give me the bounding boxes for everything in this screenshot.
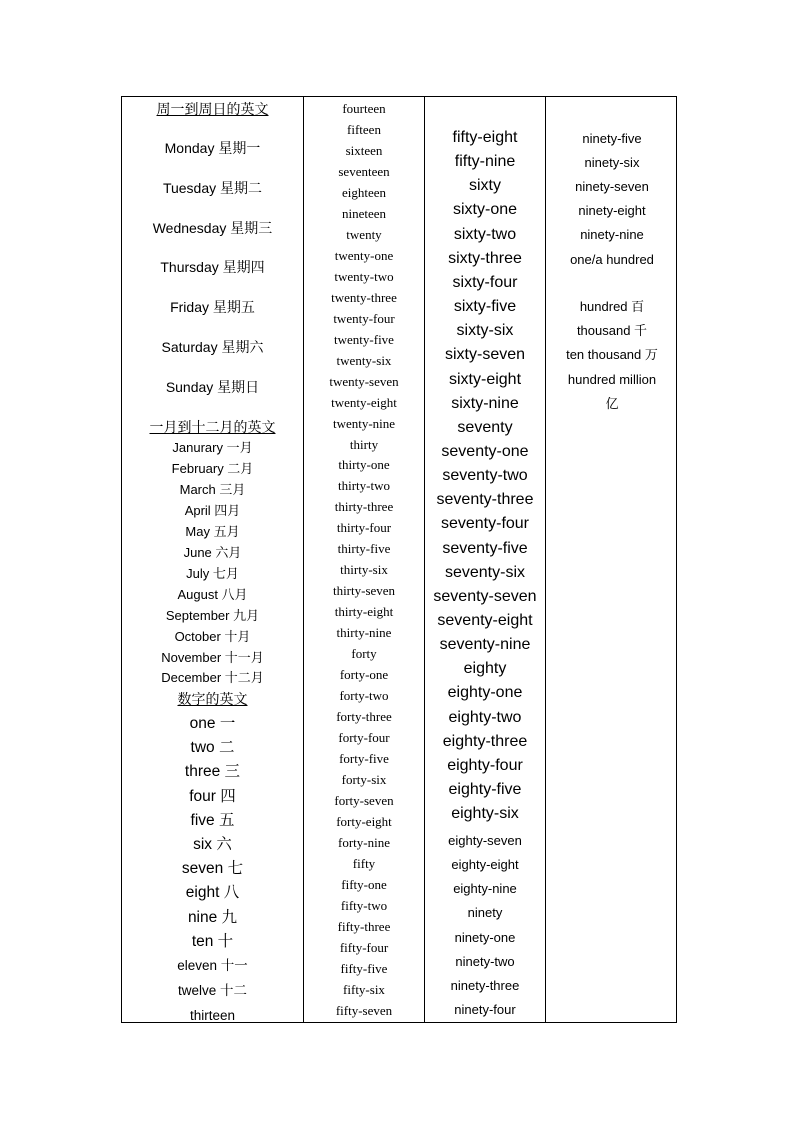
day-item: Thursday 星期四: [160, 259, 265, 276]
heading-numbers: 数字的英文: [177, 691, 248, 707]
day-item: Sunday 星期日: [165, 378, 260, 395]
number-item: eighty-one: [447, 684, 523, 702]
number-item: twenty-nine: [332, 415, 396, 431]
number-item: fourteen: [342, 101, 386, 116]
number-item: forty-one: [339, 667, 389, 683]
number-item: sixteen: [345, 142, 383, 158]
number-item: fifty-five: [340, 960, 388, 976]
number-item: seventy-eight: [437, 612, 533, 629]
number-item: twenty-five: [334, 331, 394, 347]
number-item: forty-two: [339, 688, 389, 704]
number-item: eighteen: [341, 184, 387, 200]
number-item: eleven 十一: [177, 958, 248, 973]
number-item: forty: [351, 646, 377, 662]
number-item: five 五: [190, 811, 235, 829]
month-item: Janurary 一月: [172, 440, 253, 455]
number-item: sixty: [469, 177, 501, 195]
number-item: eighty-four: [447, 756, 523, 774]
month-item: March 三月: [179, 481, 246, 497]
day-item: Friday 星期五: [170, 299, 255, 316]
number-item: ninety-four: [454, 1002, 516, 1018]
number-item: thirty: [349, 436, 379, 452]
month-item: February 二月: [171, 460, 254, 476]
column-days-months-numbers: [122, 97, 303, 1022]
month-item: May 五月: [185, 523, 240, 539]
number-item: twenty-four: [333, 310, 395, 326]
number-item: sixty-three: [448, 249, 522, 267]
month-item: October 十月: [174, 628, 251, 644]
number-item: ninety-nine: [580, 227, 644, 243]
number-item: ninety-six: [584, 155, 640, 171]
number-item: fifty-one: [341, 876, 387, 892]
number-item: nine 九: [187, 908, 238, 926]
number-item: ninety-one: [454, 929, 516, 945]
number-item: seventy-three: [436, 491, 534, 509]
number-item: sixty-one: [452, 201, 518, 219]
heading-days: 周一到周日的英文: [156, 101, 269, 117]
vocabulary-table: [121, 96, 677, 1023]
number-item: sixty-eight: [448, 370, 522, 388]
number-item: ten 十: [191, 932, 234, 950]
number-item: thirty-six: [340, 562, 388, 578]
number-item: eight 八: [185, 884, 240, 902]
number-item: thirty-nine: [336, 625, 392, 641]
number-item: seventy-four: [440, 515, 530, 533]
number-item: fifty-seven: [335, 1002, 393, 1018]
number-item: one 一: [189, 715, 236, 732]
unit-item: 亿: [605, 395, 619, 411]
number-item: forty-four: [338, 730, 390, 746]
number-item: twenty: [346, 226, 382, 242]
number-item: thirty-one: [338, 457, 390, 473]
unit-item: ten thousand 万: [566, 347, 658, 363]
column-numbers-95-units: [546, 97, 678, 1022]
number-item: forty-seven: [334, 793, 394, 808]
number-item: seventy-two: [442, 467, 528, 485]
number-item: twenty-three: [331, 289, 397, 305]
number-item: twenty-eight: [331, 394, 397, 410]
number-item: thirty-four: [336, 520, 392, 536]
number-item: seventy-one: [441, 442, 529, 460]
number-item: ninety-two: [455, 953, 515, 969]
number-item: eighty-seven: [448, 833, 522, 848]
heading-months: 一月到十二月的英文: [149, 419, 276, 435]
number-item: eighty-six: [451, 805, 519, 823]
number-item: twenty-seven: [329, 373, 399, 389]
number-item: forty-five: [339, 751, 389, 767]
number-item: seventy-nine: [439, 636, 531, 654]
number-item: fifteen: [347, 121, 381, 137]
number-item: twenty-six: [336, 352, 392, 368]
unit-item: thousand 千: [576, 323, 648, 339]
number-item: seventy-seven: [433, 587, 537, 605]
number-item: thirteen: [189, 1008, 236, 1023]
number-item: sixty-nine: [451, 394, 519, 412]
month-item: July 七月: [186, 565, 239, 581]
number-item: seventy-six: [444, 563, 526, 581]
number-item: six 六: [193, 836, 232, 853]
unit-item: hundred million: [567, 371, 657, 387]
number-item: fifty-two: [340, 897, 388, 913]
day-item: Saturday 星期六: [161, 339, 264, 355]
number-item: eighty-two: [448, 708, 522, 726]
number-item: ninety-eight: [578, 203, 646, 219]
number-item: fifty-eight: [452, 129, 518, 146]
number-item: thirty-two: [338, 478, 390, 494]
number-item: forty-three: [336, 709, 392, 725]
number-item: three 三: [184, 763, 241, 781]
number-item: sixty-five: [453, 298, 517, 316]
number-item: ninety-seven: [575, 179, 649, 195]
month-item: September 九月: [165, 607, 260, 623]
number-item: fifty-three: [337, 918, 391, 934]
number-item: thirty-seven: [332, 583, 396, 599]
column-numbers-58-94: [425, 97, 545, 1022]
number-item: eighty-nine: [453, 881, 517, 897]
number-item: sixty-six: [456, 322, 514, 340]
number-item: sixty-seven: [444, 346, 526, 364]
unit-item: hundred 百: [579, 299, 645, 314]
number-item: four 四: [189, 787, 236, 805]
number-item: fifty-six: [343, 981, 385, 997]
number-item: twenty-one: [334, 247, 394, 263]
number-item: fifty: [352, 855, 376, 871]
number-item: two 二: [190, 739, 235, 757]
number-item: seven 七: [181, 860, 244, 878]
day-item: Monday 星期一: [164, 140, 261, 156]
number-item: forty-nine: [338, 834, 390, 850]
number-item: eighty: [463, 660, 507, 678]
number-item: fifty-four: [339, 939, 389, 955]
number-item: nineteen: [341, 205, 387, 221]
day-item: Wednesday 星期三: [152, 219, 273, 236]
number-item: eighty-three: [442, 732, 528, 750]
number-item: sixty-four: [452, 273, 518, 291]
number-item: twenty-two: [334, 268, 394, 284]
month-item: November 十一月: [161, 649, 264, 665]
number-item: thirty-eight: [334, 604, 394, 620]
number-item: eighty-five: [448, 781, 522, 799]
number-item: forty-six: [341, 772, 387, 788]
number-item: seventy-five: [442, 539, 528, 557]
month-item: December 十二月: [161, 670, 264, 686]
number-item: fifty-nine: [454, 153, 516, 171]
number-item: sixty-two: [453, 225, 517, 243]
number-item: thirty-three: [334, 499, 394, 515]
number-item: ninety-three: [450, 977, 520, 993]
month-item: June 六月: [183, 544, 242, 560]
number-item: one/a hundred: [570, 251, 654, 267]
number-item: eighty-eight: [451, 857, 519, 873]
number-item: ninety: [467, 905, 503, 921]
day-item: Tuesday 星期二: [162, 179, 263, 196]
number-item: thirty-five: [337, 541, 391, 557]
number-item: forty-eight: [336, 813, 392, 829]
number-item: ninety-five: [582, 131, 642, 146]
number-item: seventy: [457, 418, 513, 436]
month-item: August 八月: [177, 586, 248, 602]
number-item: seventeen: [338, 163, 390, 179]
month-item: April 四月: [184, 502, 241, 518]
number-item: twelve 十二: [177, 983, 248, 998]
column-numbers-14-57: [304, 97, 424, 1022]
